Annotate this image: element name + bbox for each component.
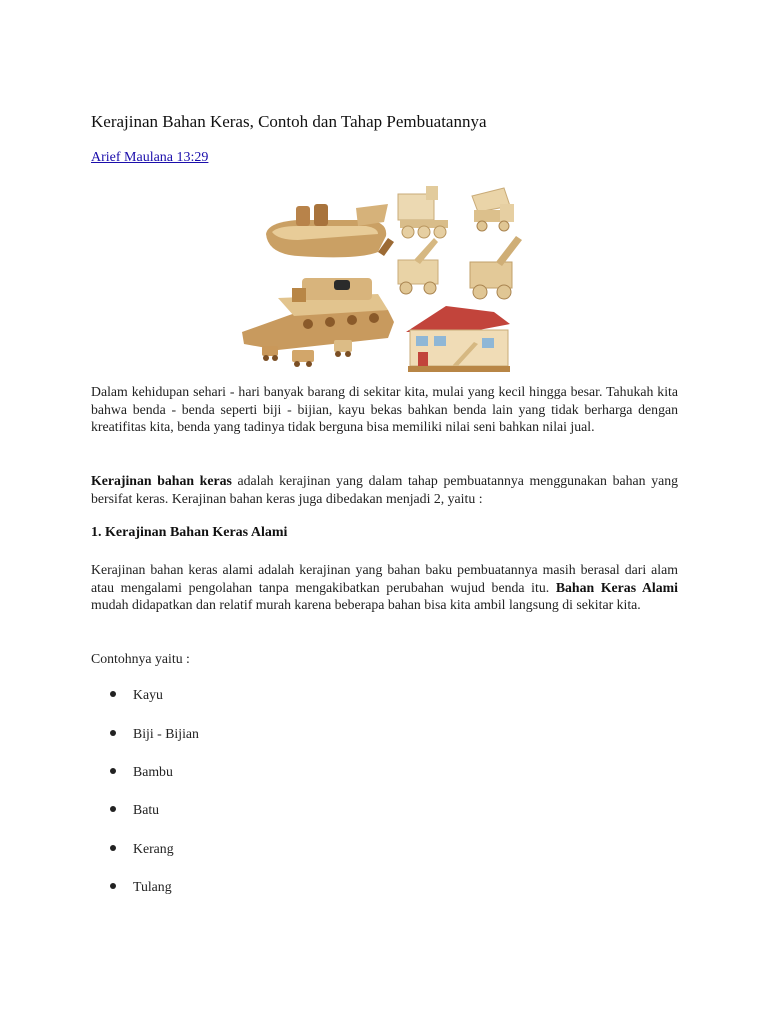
list-item: Bambu — [110, 764, 173, 780]
section-heading: 1. Kerajinan Bahan Keras Alami — [91, 525, 288, 540]
author-link[interactable]: Arief Maulana 13:29 — [91, 150, 209, 165]
article-title: Kerajinan Bahan Keras, Contoh dan Tahap Pembuatannya — [91, 112, 487, 131]
examples-lead: Contohnya yaitu : — [91, 651, 190, 666]
wooden-ship-icon — [266, 204, 394, 257]
definition-text: adalah kerajinan yang dalam tahap pembuatannya menggunakan bahan yang bersifat keras. Kerajinan bahan keras juga dibedakan menjadi 2, yaitu : — [91, 473, 679, 506]
list-item: Biji - Bijian — [110, 726, 199, 742]
list-item: Tulang — [110, 879, 172, 895]
wooden-toys-photo — [238, 182, 532, 380]
list-item: Kerang — [110, 841, 174, 857]
wooden-tow-truck-icon — [470, 236, 522, 299]
natural-material-paragraph — [91, 561, 678, 614]
bullet-icon — [110, 691, 116, 697]
wooden-crane-icon — [398, 238, 438, 294]
natural-term: Bahan Keras Alami — [555, 579, 678, 595]
bullet-icon — [110, 806, 116, 812]
bullet-icon — [110, 883, 116, 889]
intro-paragraph: Dalam kehidupan sehari - hari banyak barang di sekitar kita, mulai yang kecil hingga besar. Tahukah kita bahwa benda - benda seperti biji - bijian, kayu bekas bahkan benda lain yang tidak berharga dengan kreatifitas kita, benda yang tadinya tidak berguna bisa memiliki nilai seni bahkan nilai jual. — [91, 384, 678, 434]
bullet-icon — [110, 768, 116, 774]
definition-paragraph — [91, 472, 678, 507]
natural-text-start: Kerajinan bahan keras alami adalah kerajinan yang bahan baku pembuatannya masih berasal dari alam atau mengalami pengolahan tanpa mengakibatkan perubahan wujud benda itu. — [91, 562, 678, 595]
wooden-train-icon — [398, 186, 448, 238]
bullet-icon — [110, 730, 116, 736]
list-item: Batu — [110, 802, 159, 818]
list-item: Kayu — [110, 687, 163, 703]
wooden-doll-house-icon — [406, 306, 510, 372]
wooden-barge-icon — [242, 278, 394, 350]
natural-text-end: mudah didapatkan dan relatif murah karena beberapa bahan bisa kita ambil langsung di sekitar kita. — [91, 597, 641, 612]
wooden-dump-truck-icon — [472, 188, 514, 231]
bullet-icon — [110, 845, 116, 851]
definition-term: Kerajinan bahan keras — [91, 473, 232, 488]
